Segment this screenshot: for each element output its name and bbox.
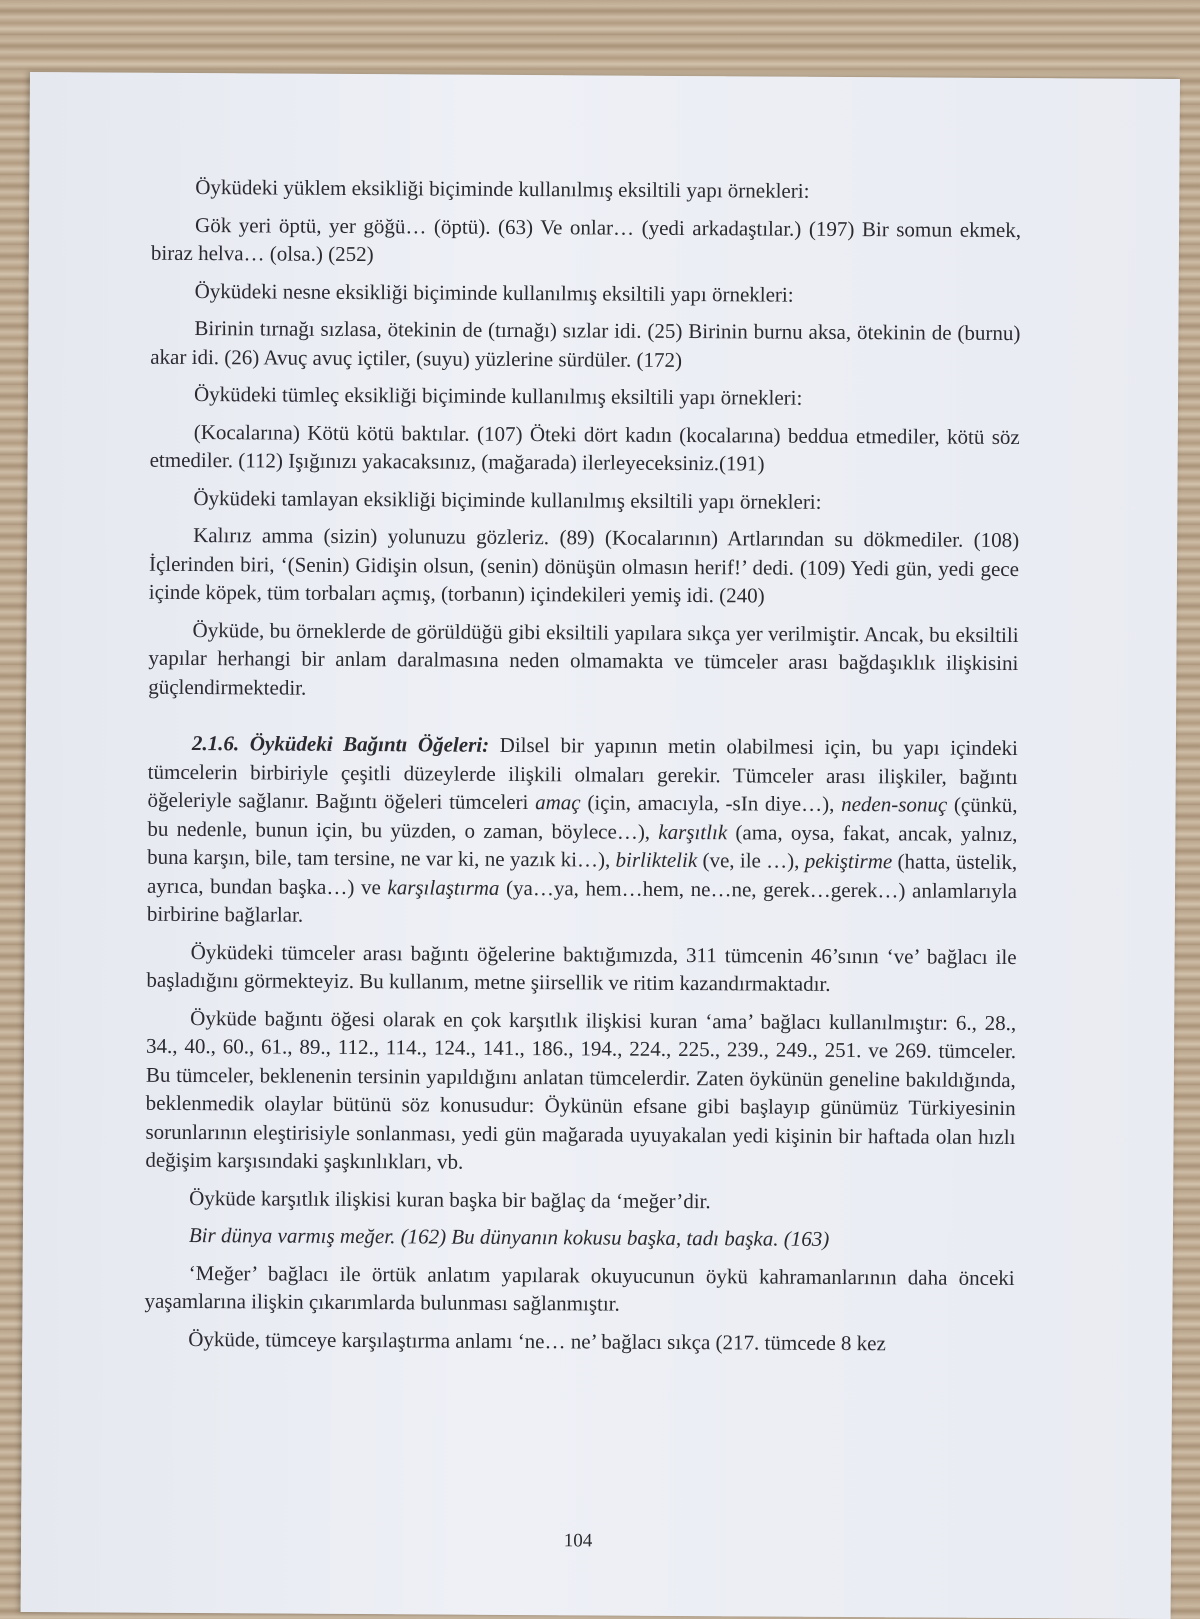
section-text: (hatta, üstelik, ayrıca, bundan başka…) ve (146, 849, 1018, 899)
page-number: 104 (563, 1530, 593, 1552)
paragraph: Gök yeri öptü, yer göğü… (öptü). (63) Ve onlar… (yedi arkadaştılar.) (197) Bir somun ekmek, biraz helva… (olsa.) (252) (150, 212, 1022, 267)
paragraph: Öyküdeki tümleç eksikliği biçiminde kullanılmış eksiltili yapı örnekleri: (193, 382, 803, 410)
section-text: (ya…ya, hem…hem, ne…ne, gerek…gerek…) anlamlarıyla birbirine bağlarlar. (146, 875, 1018, 927)
paragraph: Öyküdeki tümceler arası bağıntı öğelerine baktığımızda, 311 tümcenin 46’sının ‘ve’ bağlacı ile başladığını görmekteyiz. Bu kullanım, metne şiirsellik ve ritim kazandırmaktadır. (146, 939, 1017, 996)
term-italic: neden-sonuç (841, 791, 948, 817)
paragraph: Öyküde, tümceye karşılaştırma anlamı ‘ne… ne’ bağlacı sıkça (217. tümcede 8 kez (188, 1326, 886, 1355)
paragraph: Birinin tırnağı sızlasa, ötekinin de (tırnağı) sızlar idi. (25) Birinin burnu aksa, ötekinin de (burnu) akar idi. (26) Avuç avuç içtiler, (suyu) yüzlerine sürdüler. (172) (150, 316, 1021, 372)
term-italic: pekiştirme (804, 848, 893, 874)
paragraph: Öyküde karşıtlık ilişkisi kuran başka bir bağlaç da ‘meğer’dir. (189, 1185, 711, 1213)
paragraph: ‘Meğer’ bağlacı ile örtük anlatım yapılarak okuyucunun öykü kahramanlarının daha önceki yaşamlarına ilişkin çıkarımlarda bulunması sağlanmıştır. (144, 1260, 1015, 1316)
page-body (144, 173, 1022, 1552)
section-text: (için, amacıyla, -sIn diye…), (580, 790, 842, 816)
paragraph: Öyküdeki nesne eksikliği biçiminde kullanılmış eksiltili yapı örnekleri: (194, 278, 794, 307)
section-text: (çünkü, bu nedenle, bunun için, bu yüzden, o zaman, böylece…), (147, 792, 1018, 844)
term-italic: karşılaştırma (387, 874, 500, 900)
paragraph: (Kocalarına) Kötü kötü baktılar. (107) Öteki dört kadın (kocalarına) beddua etmediler, kötü söz etmediler. (112) Işığınızı yakacaksınız, (mağarada) ilerleyeceksiniz.(191) (149, 419, 1020, 476)
paragraph: Kalırız amma (sizin) yolunuzu gözleriz. (89) (Kocalarının) Artlarından su dökmediler. (108) İçlerinden biri, ‘(Senin) Gidişin olsun, (senin) dönüşün olmasın herif!’ dedi. (109) Yedi gün, yedi gece içinde köpek, tüm torbaları açmış, (torbanın) içindekileri yemiş idi. (240) (148, 523, 1020, 608)
section-paragraph (147, 729, 1018, 934)
paragraph: Öyküde bağıntı öğesi olarak en çok karşıtlık ilişkisi kuran ‘ama’ bağlacı kullanılmıştır: 6., 28., 34., 40., 60., 61., 89., 112., 114., 124., 141., 186., 194., 224., 225., 239., 249., 251. ve 269. tümceler. Bu tümceler, beklenenin tersinin yapıldığını anlatan tümcelerdir. Zaten öykünün geneline bakıldığında, beklenmedik olaylar bütünü söz konusudur: Öykünün efsane gibi başlayıp günümüz Türkiyesinin sorunlarının eleştirisiyle sonlanması, yedi gün mağarada uyuyakalan yedi kişinin bir haftada olan hızlı değişim karşısındaki şaşkınlıkları, vb. (145, 1005, 1017, 1174)
paragraph: Öyküdeki tamlayan eksikliği biçiminde kullanılmış eksiltili yapı örnekleri: (193, 485, 822, 514)
paragraph: Öyküde, bu örneklerde de görüldüğü gibi eksiltili yapılara sıkça yer verilmiştir. Ancak, bu eksiltili yapılar herhangi bir anlam daralmasına neden olmamakta ve tümceler arası bağdaşıklık ilişkisini güçlendirmektedir. (148, 617, 1019, 700)
section-text: (ve, ile …), (697, 848, 805, 873)
section-text: (ama, oysa, fakat, ancak, yalnız, buna karşın, bile, tam tersine, ne var ki, ne yazık ki…), (147, 819, 1018, 872)
paragraph: Öyküdeki yüklem eksikliği biçiminde kullanılmış eksiltili yapı örnekleri: (195, 175, 810, 203)
example-quote: Bir dünya varmış meğer. (162) Bu dünyanın kokusu başka, tadı başka. (163) (188, 1222, 830, 1251)
term-italic: karşıtlık (658, 819, 728, 844)
term-italic: amaç (535, 790, 581, 815)
document-page (21, 72, 1180, 1619)
section-text: Dilsel bir yapının metin olabilmesi için, bu yapı içindeki tümcelerin birbiriyle çeşitli düzeylerde ilişkili olmaları gerekir. Tümceler arası ilişkiler, bağıntı öğeleriyle sağlanır. Bağıntı öğeleri tümceleri (147, 732, 1018, 815)
term-italic: birliktelik (615, 847, 698, 873)
section-heading: 2.1.6. Öyküdeki Bağıntı Öğeleri: (191, 731, 490, 757)
